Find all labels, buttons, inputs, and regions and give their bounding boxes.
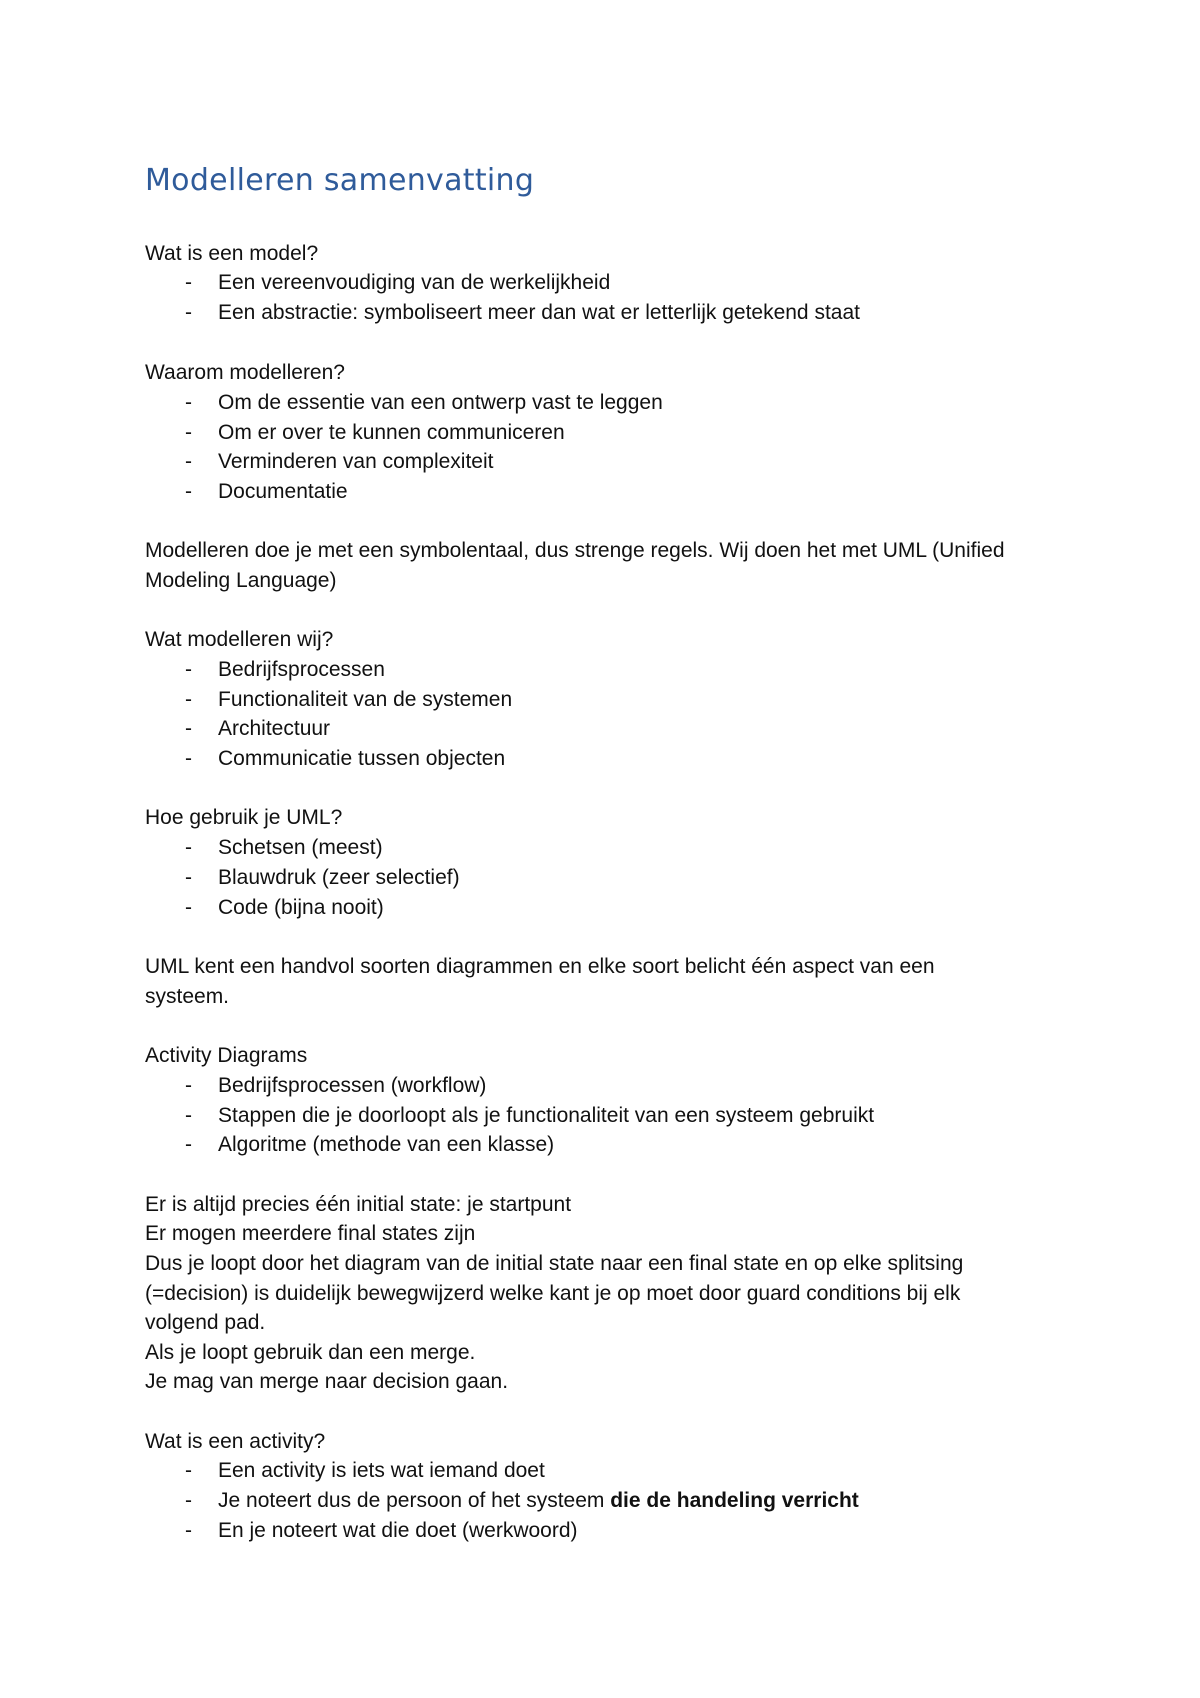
list-item bbox=[185, 1101, 874, 1131]
bullet-dash: - bbox=[185, 1104, 192, 1127]
list-item-bold-text: die de handeling verricht bbox=[610, 1489, 859, 1512]
bullet-dash: - bbox=[185, 747, 192, 770]
list-item-text: En je noteert wat die doet (werkwoord) bbox=[218, 1519, 578, 1542]
list-item-text: Code (bijna nooit) bbox=[218, 896, 384, 919]
list-item bbox=[185, 1456, 545, 1486]
list-item bbox=[185, 418, 565, 448]
bullet-dash: - bbox=[185, 658, 192, 681]
section-heading-activity-diagrams: Activity Diagrams bbox=[145, 1044, 308, 1067]
list-item-text: Functionaliteit van de systemen bbox=[218, 688, 513, 711]
bullet-dash: - bbox=[185, 896, 192, 919]
bullet-dash: - bbox=[185, 301, 192, 324]
list-item-text: Verminderen van complexiteit bbox=[218, 450, 494, 473]
list-item-text: Een activity is iets wat iemand doet bbox=[218, 1459, 545, 1482]
paragraph-line: Er mogen meerdere final states zijn bbox=[145, 1222, 476, 1245]
list-item bbox=[185, 685, 512, 715]
list-item bbox=[185, 447, 493, 477]
bullet-dash: - bbox=[185, 1489, 192, 1512]
list-item-text: Communicatie tussen objecten bbox=[218, 747, 506, 770]
list-item bbox=[185, 1130, 554, 1160]
list-item bbox=[185, 1071, 486, 1101]
section-heading-activity: Wat is een activity? bbox=[145, 1430, 326, 1453]
paragraph-line: Dus je loopt door het diagram van de initial state naar een final state en op elke splitsing bbox=[145, 1252, 964, 1275]
bullet-dash: - bbox=[185, 1133, 192, 1156]
list-item-text: Blauwdruk (zeer selectief) bbox=[218, 866, 460, 889]
paragraph-line: Je mag van merge naar decision gaan. bbox=[145, 1370, 509, 1393]
bullet-dash: - bbox=[185, 271, 192, 294]
bullet-dash: - bbox=[185, 1459, 192, 1482]
bullet-dash: - bbox=[185, 836, 192, 859]
bullet-dash: - bbox=[185, 688, 192, 711]
list-item-text: Om er over te kunnen communiceren bbox=[218, 421, 565, 444]
list-item-text: Algoritme (methode van een klasse) bbox=[218, 1133, 555, 1156]
list-item bbox=[185, 268, 610, 298]
section-heading-how: Hoe gebruik je UML? bbox=[145, 806, 343, 829]
list-item-text: Architectuur bbox=[218, 717, 331, 740]
list-item-text: Documentatie bbox=[218, 480, 348, 503]
list-item bbox=[185, 863, 460, 893]
bullet-dash: - bbox=[185, 1519, 192, 1542]
bullet-dash: - bbox=[185, 1074, 192, 1097]
page-title: Modelleren samenvatting bbox=[145, 163, 535, 198]
list-item bbox=[185, 744, 505, 774]
list-item bbox=[185, 1516, 578, 1546]
bullet-dash: - bbox=[185, 717, 192, 740]
list-item-text: Een abstractie: symboliseert meer dan wat er letterlijk getekend staat bbox=[218, 301, 860, 324]
list-item-text: Stappen die je doorloopt als je functionaliteit van een systeem gebruikt bbox=[218, 1104, 875, 1127]
list-item-text: Schetsen (meest) bbox=[218, 836, 383, 859]
list-item-text: Bedrijfsprocessen bbox=[218, 658, 385, 681]
paragraph-line: Modelleren doe je met een symbolentaal, dus strenge regels. Wij doen het met UML (Unified bbox=[145, 539, 1005, 562]
list-item-text: Je noteert dus de persoon of het systeem bbox=[218, 1489, 611, 1512]
paragraph-line: (=decision) is duidelijk bewegwijzerd welke kant je op moet door guard conditions bij elk bbox=[145, 1282, 961, 1305]
list-item bbox=[185, 388, 663, 418]
section-heading-model: Wat is een model? bbox=[145, 242, 319, 265]
list-item-text: Een vereenvoudiging van de werkelijkheid bbox=[218, 271, 611, 294]
paragraph-line: Er is altijd precies één initial state: je startpunt bbox=[145, 1193, 572, 1216]
list-item bbox=[185, 1486, 859, 1516]
list-item bbox=[185, 714, 330, 744]
list-item bbox=[185, 893, 384, 923]
section-heading-why: Waarom modelleren? bbox=[145, 361, 345, 384]
bullet-dash: - bbox=[185, 391, 192, 414]
paragraph-line: Als je loopt gebruik dan een merge. bbox=[145, 1341, 476, 1364]
list-item-text: Bedrijfsprocessen (workflow) bbox=[218, 1074, 487, 1097]
list-item bbox=[185, 298, 860, 328]
paragraph-line: volgend pad. bbox=[145, 1311, 266, 1334]
paragraph-line: Modeling Language) bbox=[145, 569, 337, 592]
list-item-text: Om de essentie van een ontwerp vast te leggen bbox=[218, 391, 663, 414]
list-item bbox=[185, 833, 383, 863]
section-heading-what: Wat modelleren wij? bbox=[145, 628, 334, 651]
paragraph-line: systeem. bbox=[145, 985, 230, 1008]
list-item bbox=[185, 477, 348, 507]
bullet-dash: - bbox=[185, 866, 192, 889]
bullet-dash: - bbox=[185, 480, 192, 503]
bullet-dash: - bbox=[185, 450, 192, 473]
bullet-dash: - bbox=[185, 421, 192, 444]
paragraph-line: UML kent een handvol soorten diagrammen en elke soort belicht één aspect van een bbox=[145, 955, 935, 978]
list-item bbox=[185, 655, 385, 685]
